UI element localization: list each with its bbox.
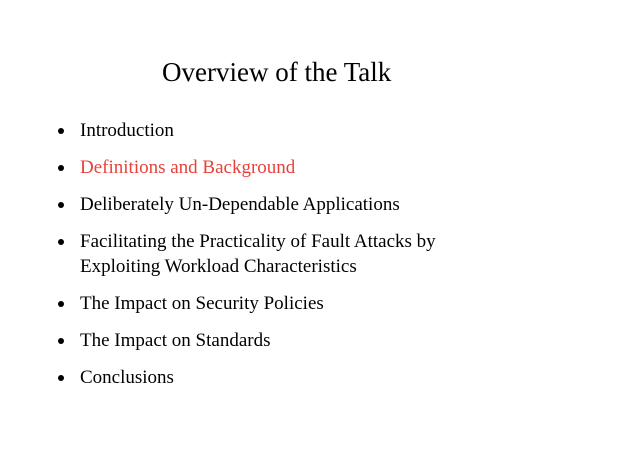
bullet-text: The Impact on Security Policies [80, 293, 324, 314]
bullet-text-line-1: Facilitating the Practicality of Fault Attacks by [80, 231, 436, 252]
bullet-text: The Impact on Standards [80, 330, 271, 351]
bullet-dot-icon [58, 165, 64, 171]
bullet-text: Deliberately Un-Dependable Applications [80, 194, 400, 215]
bullet-text: Introduction [80, 120, 174, 141]
bullet-dot-icon [58, 301, 64, 307]
bullet-list [56, 118, 616, 402]
bullet-item-applications [56, 192, 616, 217]
bullet-item-conclusions [56, 365, 616, 390]
bullet-text-line-2: Exploiting Workload Characteristics [80, 256, 357, 277]
bullet-item-security-policies [56, 291, 616, 316]
bullet-dot-icon [58, 375, 64, 381]
slide-title: Overview of the Talk [162, 57, 392, 87]
bullet-dot-icon [58, 239, 64, 245]
bullet-text: Definitions and Background [80, 157, 296, 178]
bullet-text: Conclusions [80, 367, 174, 388]
bullet-dot-icon [58, 338, 64, 344]
bullet-item-standards [56, 328, 616, 353]
bullet-item-fault-attacks [56, 229, 616, 279]
bullet-dot-icon [58, 202, 64, 208]
bullet-item-introduction [56, 118, 616, 143]
bullet-dot-icon [58, 128, 64, 134]
bullet-item-definitions [56, 155, 616, 180]
